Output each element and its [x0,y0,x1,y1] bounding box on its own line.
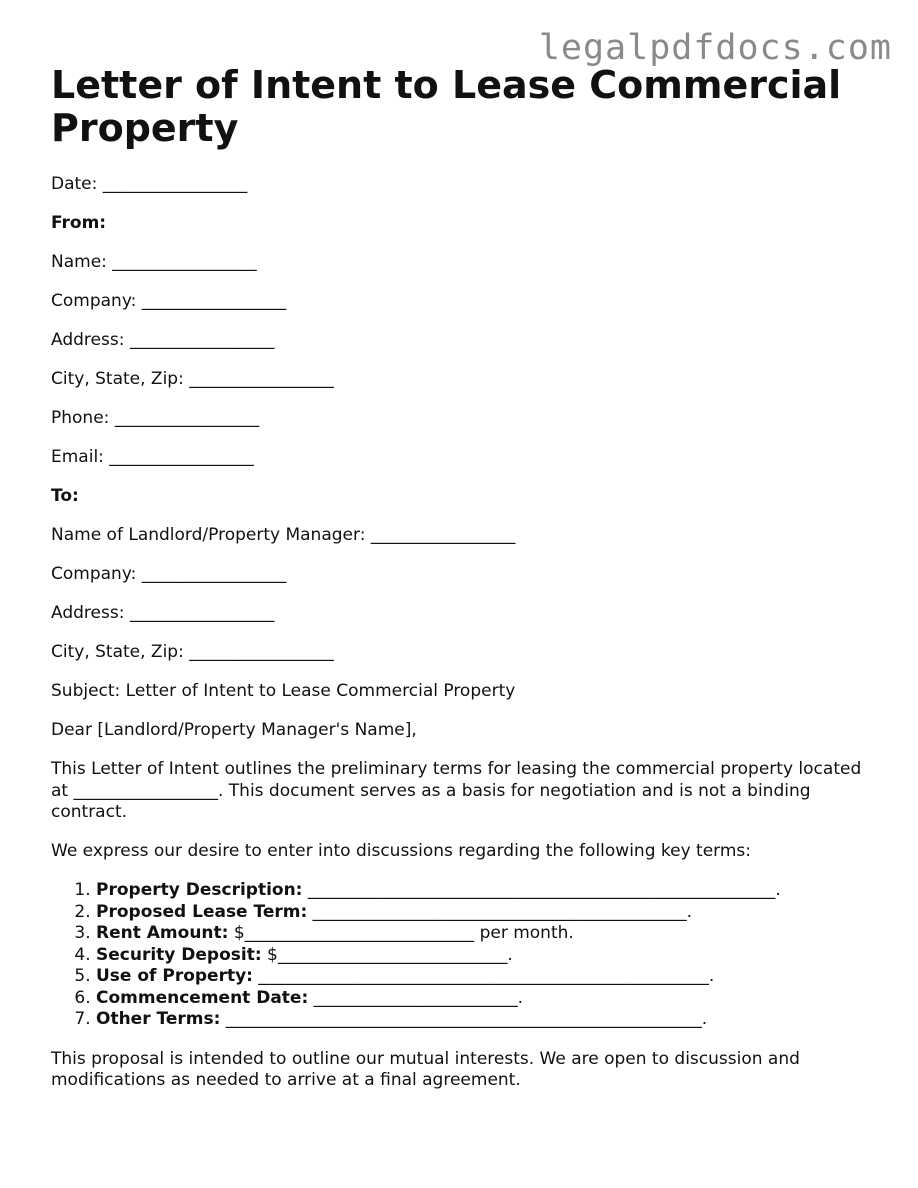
list-item [96,923,871,945]
term-label: Property Description: [96,880,303,900]
term-blank: $___________________________ per month. [228,923,574,943]
list-item [96,880,871,902]
closing-paragraph: This proposal is intended to outline our mutual interests. We are open to discussion and modifications as needed to arrive at a final agreement. [51,1048,800,1090]
list-item [96,902,871,924]
from-name-line: Name: _________________ [51,252,257,272]
page-title: Letter of Intent to Lease Commercial Property [51,63,842,150]
salutation: Dear [Landlord/Property Manager's Name], [51,720,417,740]
date-line: Date: _________________ [51,174,248,194]
term-blank: ________________________________________________________. [220,1009,708,1029]
term-blank: _____________________________________________________. [252,966,715,986]
intro-paragraph: This Letter of Intent outlines the preliminary terms for leasing the commercial property located at _________________. This document serves as a basis for negotiation and is not a binding contract. [51,759,862,822]
list-item [96,966,871,988]
to-company-line: Company: _________________ [51,564,287,584]
from-company-line: Company: _________________ [51,291,287,311]
list-item [96,945,871,967]
term-label: Use of Property: [96,966,253,986]
subject-line: Subject: Letter of Intent to Lease Commercial Property [51,681,516,701]
to-address-line: Address: _________________ [51,603,275,623]
term-label: Rent Amount: [96,923,229,943]
term-label: Security Deposit: [96,944,262,965]
to-name-line: Name of Landlord/Property Manager: _________________ [51,525,516,545]
from-address-line: Address: _________________ [51,330,275,350]
to-city-line: City, State, Zip: _________________ [51,642,334,662]
term-label: Commencement Date: [96,987,309,1008]
list-item [96,988,871,1010]
term-blank: ________________________. [308,987,524,1008]
from-email-line: Email: _________________ [51,447,254,467]
from-heading: From: [51,213,107,233]
list-item [96,1009,871,1031]
term-label: Other Terms: [96,1009,221,1029]
to-heading: To: [51,486,79,506]
from-city-line: City, State, Zip: _________________ [51,369,334,389]
term-label: Proposed Lease Term: [96,901,308,922]
key-terms-list [51,880,871,1031]
letter-body [51,174,871,1109]
term-blank: ____________________________________________. [307,901,693,922]
term-blank: $___________________________. [261,944,513,965]
term-blank: _______________________________________________________. [302,880,781,900]
watermark: legalpdfdocs.com [538,28,892,68]
from-phone-line: Phone: _________________ [51,408,260,428]
key-terms-intro: We express our desire to enter into discussions regarding the following key terms: [51,841,752,861]
